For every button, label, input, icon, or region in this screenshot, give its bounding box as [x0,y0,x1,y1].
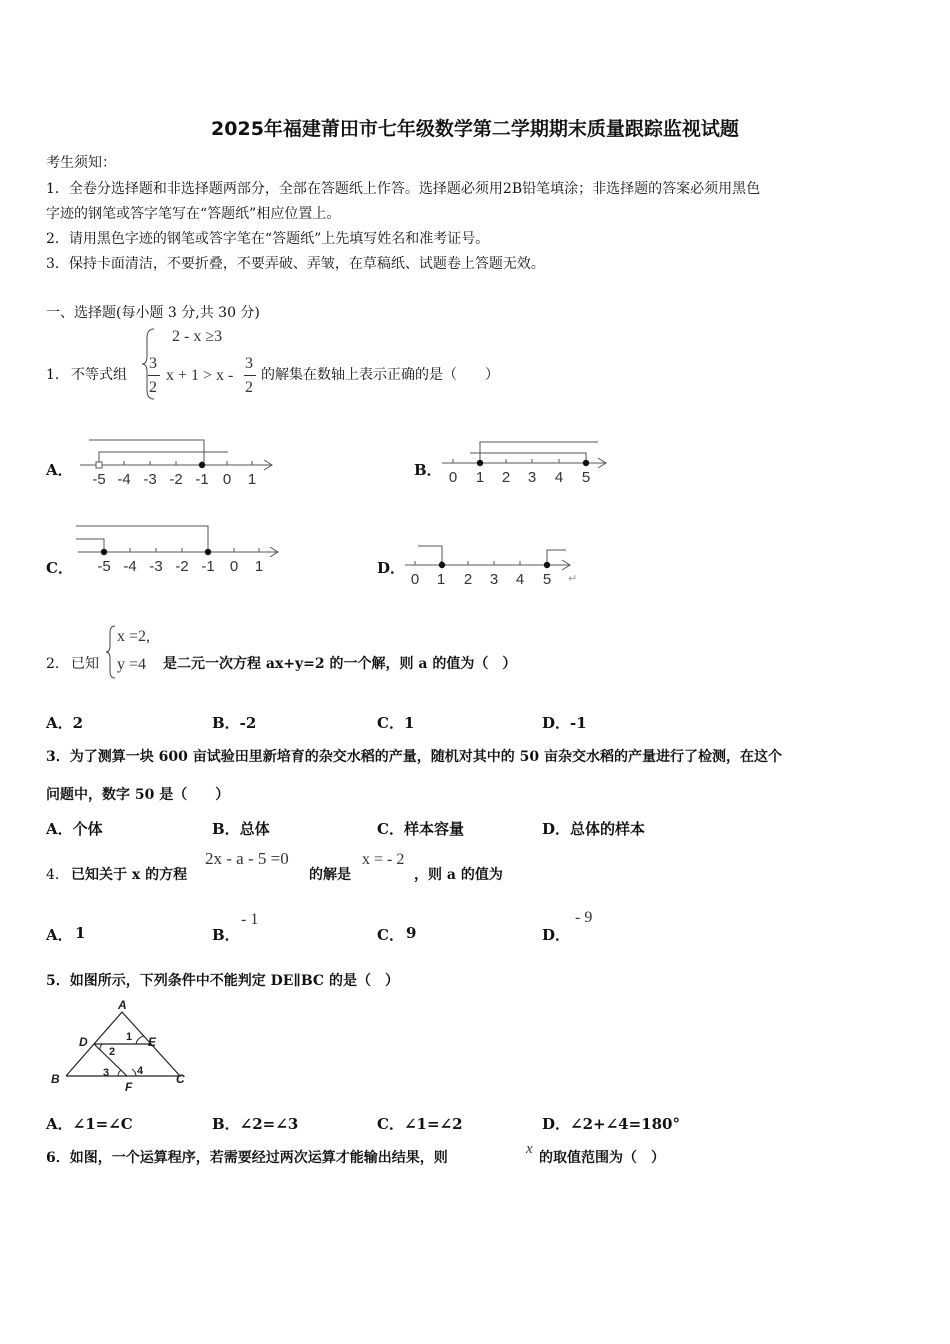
q1-b-tick: 5 [581,469,591,486]
q4-option-c-value: 9 [406,924,417,942]
vertex-b: B [51,1072,60,1086]
q1-frac-den-1: 2 [149,379,157,396]
vertex-f: F [125,1080,133,1094]
q1-b-tick: 4 [554,469,564,486]
q4-option-a-label: A． [46,926,73,944]
q1-d-tick: 1 [436,571,446,588]
q1-option-c-numberline [74,520,284,580]
q1-c-tick: -2 [175,558,189,575]
q4-option-b-value: - 1 [241,911,259,928]
q1-prefix: 不等式组 [71,367,127,383]
q1-frac-den-2: 2 [245,379,253,396]
q6-variable: x [526,1141,533,1157]
section-heading: 一、选择题(每小题 3 分,共 30 分) [46,305,260,321]
q1-option-d-numberline [402,538,578,588]
q5-question-text: 5．如图所示，下列条件中不能判定 DE∥BC 的是（ ） [46,973,399,989]
q1-b-tick: 2 [501,469,511,486]
q5-option-a: A．∠1=∠C [46,1115,133,1133]
q1-question-text: 的解集在数轴上表示正确的是（ ） [261,367,499,383]
q1-c-tick: -4 [123,558,137,575]
q5-option-c: C．∠1=∠2 [377,1115,463,1133]
q2-option-a: A．2 [46,714,84,732]
q3-text-line-1: 3．为了测算一块 600 亩试验田里新培育的杂交水稻的产量，随机对其中的 50 亩杂交水稻的产量进行了检测，在这个 [46,749,782,765]
q4-option-d-label: D． [542,926,571,944]
notice-item-3: 3．保持卡面清洁，不要折叠，不要弄破、弄皱，在草稿纸、试题卷上答题无效。 [46,256,545,272]
vertex-e: E [148,1035,157,1049]
q4-number: 4． [46,867,69,883]
angle-4-label: 4 [137,1065,144,1077]
q5-option-d: D．∠2+∠4=180° [542,1115,680,1133]
q1-d-tick: 2 [463,571,473,588]
q2-question-text: 是二元一次方程 ax+y=2 的一个解，则 a 的值为（ ） [163,656,517,672]
q1-option-b-label: B． [414,461,442,479]
q1-a-tick: -1 [195,471,209,488]
q1-b-tick: 1 [475,469,485,486]
q1-number: 1． [46,367,69,383]
q2-brace [104,624,118,680]
angle-3-label: 3 [103,1067,110,1079]
q2-number: 2． [46,656,69,672]
q1-a-tick: -2 [169,471,183,488]
q1-frac-num-2: 3 [245,355,253,372]
q3-text-line-2: 问题中，数字 50 是（ ） [46,787,230,803]
q1-frac-bar-2 [244,375,256,376]
q3-option-c: C．样本容量 [377,820,464,838]
q4-option-b-label: B． [212,926,240,944]
q2-option-b: B．-2 [212,714,257,732]
q1-d-tick: 0 [410,571,420,588]
q3-option-a: A．个体 [46,820,103,838]
q4-solution: x = - 2 [362,851,405,868]
q1-frac-num-1: 3 [149,355,157,372]
q1-c-tick: -1 [201,558,215,575]
q5-triangle-figure [46,998,196,1096]
q1-c-tick: -3 [149,558,163,575]
q1-c-tick: 1 [254,558,264,575]
q1-a-tick: 0 [222,471,232,488]
q1-a-tick: -3 [143,471,157,488]
q4-middle-text: 的解是 [309,867,351,883]
q1-option-a-numberline [76,436,276,492]
angle-1-label: 1 [126,1031,133,1043]
q5-option-b: B．∠2=∠3 [212,1115,299,1133]
q1-a-tick: 1 [247,471,257,488]
q2-equation-1: x =2, [117,628,151,645]
notice-item-1-cont: 字迹的钢笔或答字笔写在“答题纸”相应位置上。 [46,206,341,222]
q1-d-tick: 4 [515,571,525,588]
q2-option-d: D．-1 [542,714,587,732]
q4-prefix: 已知关于 x 的方程 [71,867,188,883]
page-title: 2025年福建莆田市七年级数学第二学期期末质量跟踪监视试题 [211,118,739,140]
notice-item-2: 2．请用黑色字迹的钢笔或答字笔在“答题纸”上先填写姓名和准考证号。 [46,231,490,247]
notice-heading: 考生须知： [46,155,116,171]
q4-option-d-value: - 9 [575,909,593,926]
q1-inequality-2: x + 1 > x - [166,367,234,384]
q1-option-d-label: D． [377,559,406,577]
q1-b-tick: 0 [448,469,458,486]
q1-c-tick: 0 [229,558,239,575]
q1-d-tick: 3 [489,571,499,588]
notice-item-1: 1．全卷分选择题和非选择题两部分，全部在答题纸上作答。选择题必须用2B铅笔填涂；非选择题的答案必须用黑色 [46,181,761,197]
q4-option-a-value: 1 [75,924,86,942]
q2-prefix: 已知 [71,656,99,672]
vertex-a: A [118,998,127,1012]
q6-question-prefix: 6．如图，一个运算程序，若需要经过两次运算才能输出结果，则 [46,1150,448,1166]
return-mark-icon: ↵ [568,573,578,585]
q1-option-a-label: A． [46,461,73,479]
q3-option-d: D．总体的样本 [542,820,646,838]
q3-option-b: B．总体 [212,820,270,838]
q2-option-c: C．1 [377,714,415,732]
q2-equation-2: y =4 [117,656,147,673]
vertex-c: C [176,1072,185,1086]
q1-frac-bar-1 [148,375,160,376]
q1-c-tick: -5 [97,558,111,575]
q1-option-c-label: C． [46,559,73,577]
q1-a-tick: -4 [117,471,131,488]
q4-option-c-label: C． [377,926,404,944]
q1-option-b-numberline [440,436,612,492]
q1-inequality-1: 2 - x ≥3 [172,328,223,345]
q1-d-tick: 5 [542,571,552,588]
q4-equation: 2x - a - 5 =0 [205,849,289,868]
q6-question-suffix: 的取值范围为（ ） [539,1150,665,1166]
q1-b-tick: 3 [527,469,537,486]
angle-2-label: 2 [109,1046,116,1058]
q1-a-tick: -5 [92,471,106,488]
q4-question-text: ，则 a 的值为 [414,867,503,883]
vertex-d: D [79,1035,88,1049]
